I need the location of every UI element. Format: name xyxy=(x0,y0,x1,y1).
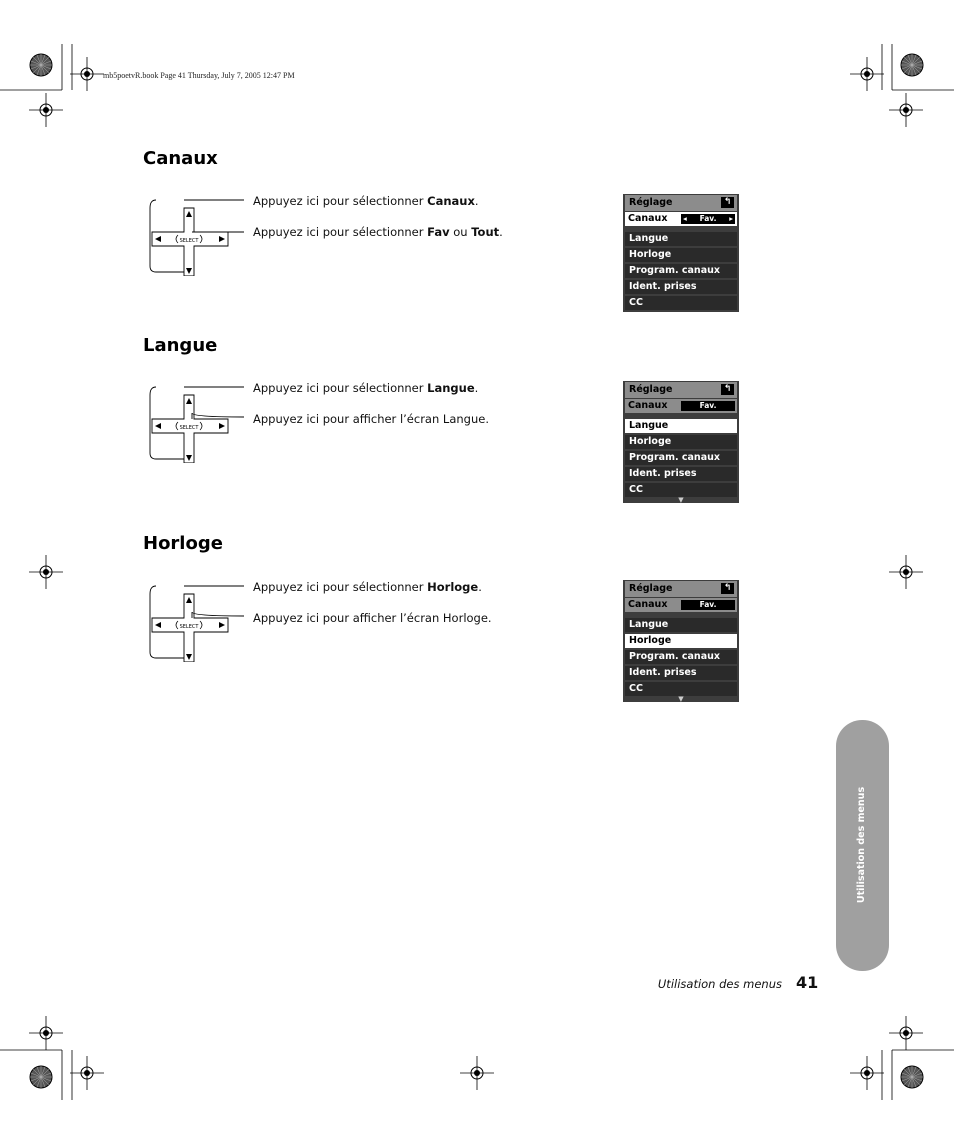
menu-item-cc: CC xyxy=(625,682,737,696)
select-button-label: SELECT xyxy=(179,624,199,630)
menu-header: Réglage ↰ xyxy=(625,382,737,398)
instruction-langue-2: Appuyez ici pour afficher l’écran Langue. xyxy=(253,412,489,426)
registration-cross-left-lower xyxy=(29,1016,63,1050)
menu-item-program-canaux: Program. canaux xyxy=(625,451,737,465)
scroll-down-icon: ▼ xyxy=(678,695,684,703)
back-icon: ↰ xyxy=(721,197,734,208)
section-title-langue: Langue xyxy=(143,335,218,356)
registration-cross-right-middle xyxy=(889,555,923,589)
menu-item-langue: Langue xyxy=(625,618,737,632)
remote-diagram-horloge xyxy=(148,584,244,662)
instruction-langue-1: Appuyez ici pour sélectionner Langue. xyxy=(253,381,479,395)
menu-item-ident-prises: Ident. prises xyxy=(625,666,737,680)
footer-chapter-label: Utilisation des menus xyxy=(657,977,782,991)
page-number: 41 xyxy=(796,973,819,992)
menu-item-horloge: Horloge xyxy=(625,634,737,648)
right-arrow-icon: ▸ xyxy=(729,214,733,223)
menu-item-horloge: Horloge xyxy=(625,248,737,262)
menu-row-canaux: Canaux ◂ Fav. ▸ xyxy=(625,212,737,226)
select-button-label: SELECT xyxy=(179,425,199,431)
registration-star-bottom-left xyxy=(30,1066,52,1088)
menu-item-langue: Langue xyxy=(625,232,737,246)
registration-star-bottom-right xyxy=(901,1066,923,1088)
chapter-side-tab-label: Utilisation des menus xyxy=(856,786,867,904)
registration-cross-top-left xyxy=(70,57,104,91)
registration-cross-top-right xyxy=(850,57,884,91)
instruction-horloge-2: Appuyez ici pour afficher l’écran Horloge. xyxy=(253,611,492,625)
registration-star-top-left xyxy=(30,54,52,76)
instruction-horloge-1: Appuyez ici pour sélectionner Horloge. xyxy=(253,580,482,594)
back-icon: ↰ xyxy=(721,583,734,594)
menu-row-canaux: Canaux Fav. xyxy=(625,399,737,413)
registration-cross-bottom-center xyxy=(460,1056,494,1090)
remote-diagram-langue xyxy=(148,385,244,463)
back-icon: ↰ xyxy=(721,384,734,395)
select-button-label: SELECT xyxy=(179,238,199,244)
registration-cross-right-upper xyxy=(889,93,923,127)
menu-item-ident-prises: Ident. prises xyxy=(625,280,737,294)
registration-cross-bottom-left xyxy=(70,1056,104,1090)
menu-item-cc: CC xyxy=(625,483,737,497)
canaux-value: Fav. xyxy=(681,600,735,610)
menu-header: Réglage ↰ xyxy=(625,581,737,597)
registration-cross-right-lower xyxy=(889,1016,923,1050)
registration-cross-bottom-right xyxy=(850,1056,884,1090)
menu-row-canaux: Canaux Fav. xyxy=(625,598,737,612)
menu-item-program-canaux: Program. canaux xyxy=(625,264,737,278)
left-arrow-icon: ◂ xyxy=(683,214,687,223)
menu-item-horloge: Horloge xyxy=(625,435,737,449)
menu-header: Réglage ↰ xyxy=(625,195,737,211)
menu-item-langue: Langue xyxy=(625,419,737,433)
section-title-canaux: Canaux xyxy=(143,148,218,169)
osd-menu-canaux xyxy=(623,194,739,312)
scroll-down-icon: ▼ xyxy=(678,496,684,504)
menu-item-cc: CC xyxy=(625,296,737,310)
section-title-horloge: Horloge xyxy=(143,533,223,554)
osd-menu-langue xyxy=(623,381,739,503)
osd-menu-horloge xyxy=(623,580,739,702)
registration-cross-left-upper xyxy=(29,93,63,127)
menu-item-program-canaux: Program. canaux xyxy=(625,650,737,664)
remote-diagram-canaux xyxy=(148,198,244,276)
canaux-value: ◂ Fav. ▸ xyxy=(683,214,733,223)
registration-star-top-right xyxy=(901,54,923,76)
instruction-canaux-1: Appuyez ici pour sélectionner Canaux. xyxy=(253,194,479,208)
registration-cross-left-middle xyxy=(29,555,63,589)
instruction-canaux-2: Appuyez ici pour sélectionner Fav ou Tout. xyxy=(253,225,503,239)
canaux-value: Fav. xyxy=(681,401,735,411)
menu-item-ident-prises: Ident. prises xyxy=(625,467,737,481)
print-header: mb5poetvR.book Page 41 Thursday, July 7, 2005 12:47 PM xyxy=(103,71,295,80)
